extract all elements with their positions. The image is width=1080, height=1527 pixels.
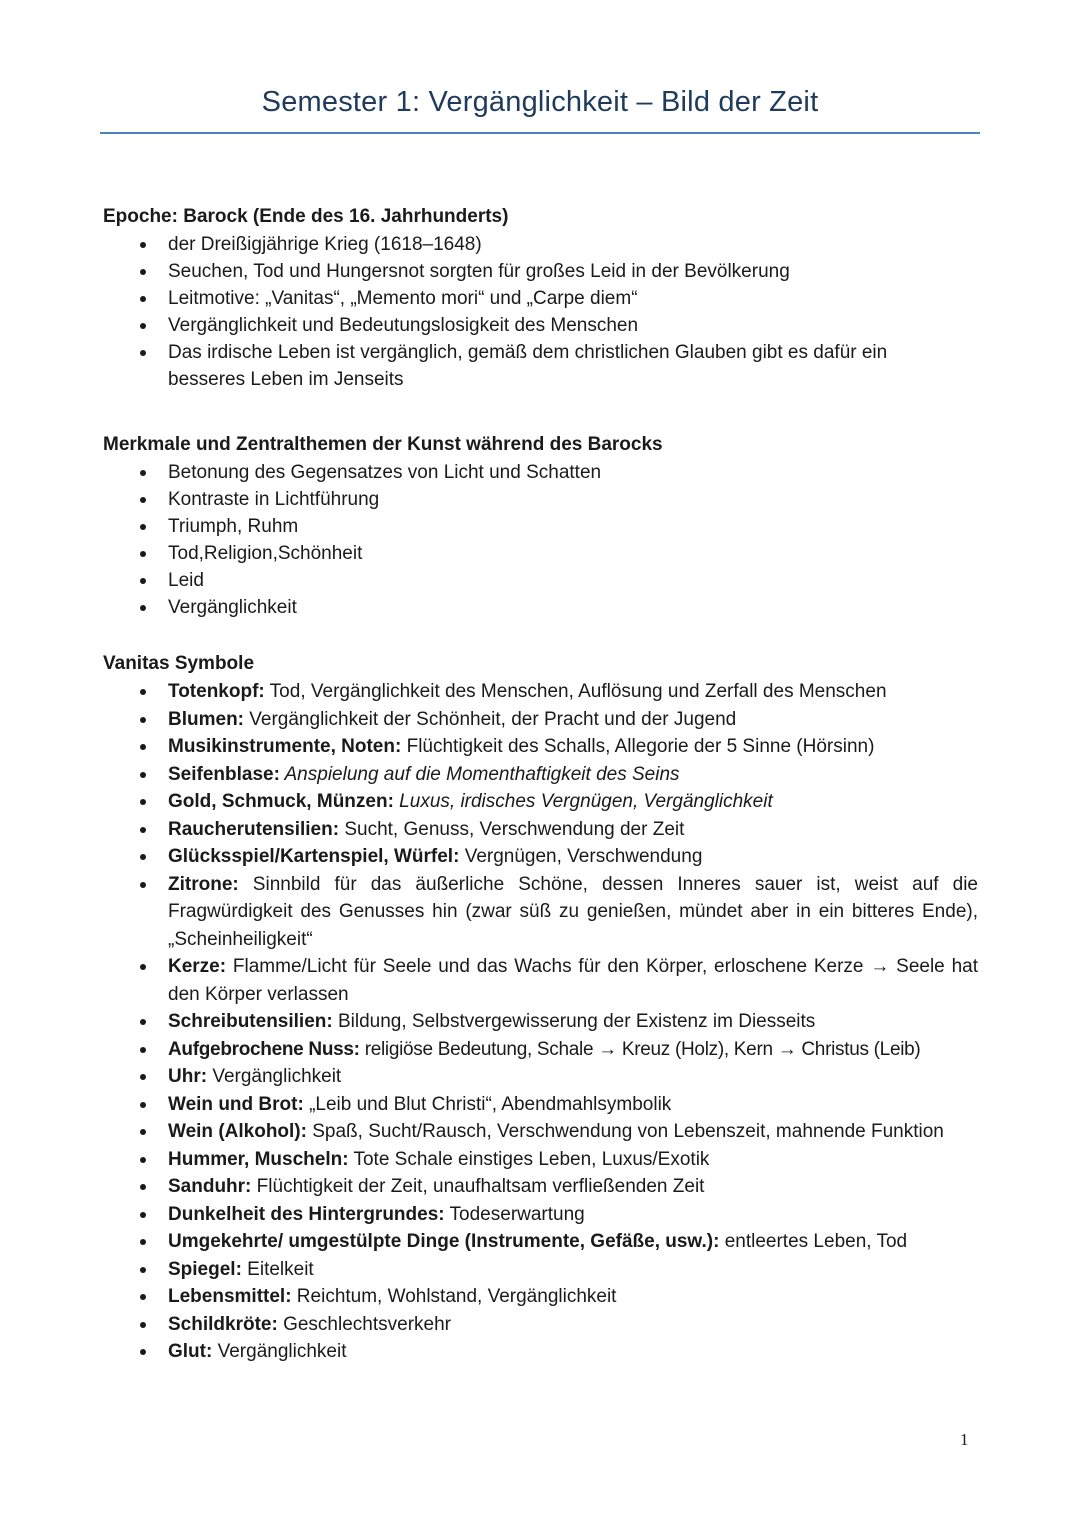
symbol-term: Spiegel: — [168, 1258, 242, 1280]
list-item-text: der Dreißigjährige Krieg (1618–1648) — [168, 234, 482, 255]
symbol-meaning: Sinnbild für das äußerliche Schöne, dessen Inneres sauer ist, weist auf die Fragwürdigkeit des Genusses hin (zwar süß zu genießen, mündet aber in ein bitteres Ende), „Scheinheiligkeit“ — [168, 873, 978, 950]
symbol-meaning: Vergnügen, Verschwendung — [459, 846, 703, 867]
section-vanitas — [103, 650, 985, 1366]
symbol-meaning: Tod, Vergänglichkeit des Menschen, Auflösung und Zerfall des Menschen — [264, 681, 887, 702]
section-heading-vanitas: Vanitas Symbole — [103, 653, 255, 674]
bullet-icon — [140, 827, 146, 833]
symbol-term: Wein und Brot: — [168, 1093, 304, 1115]
bullet-icon — [140, 964, 146, 970]
bullet-icon — [140, 1047, 146, 1053]
list-item-text: Leid — [168, 570, 204, 591]
list-item — [103, 1036, 985, 1064]
symbol-meaning: entleertes Leben, Tod — [719, 1231, 908, 1252]
list-item — [103, 1063, 985, 1091]
list-item — [103, 285, 985, 312]
symbol-term: Schildkröte: — [168, 1313, 278, 1335]
section-heading-merkmale: Merkmale und Zentralthemen der Kunst während des Barocks — [103, 434, 663, 455]
list-item-text: Vergänglichkeit und Bedeutungslosigkeit des Menschen — [168, 315, 639, 336]
list-item — [103, 1146, 985, 1174]
symbol-meaning: Flüchtigkeit des Schalls, Allegorie der 5 Sinne (Hörsinn) — [401, 736, 875, 757]
list-item-text: Tod,Religion,Schönheit — [168, 543, 363, 564]
symbol-term: Schreibutensilien: — [168, 1011, 333, 1032]
bullet-icon — [140, 689, 146, 695]
bullet-icon — [140, 854, 146, 860]
symbol-term: Glut: — [168, 1341, 213, 1362]
bullet-icon — [140, 1184, 146, 1190]
list-item — [103, 513, 985, 540]
symbol-meaning: Anspielung auf die Momenthaftigkeit des Seins — [279, 763, 680, 785]
bullet-icon — [140, 497, 146, 503]
symbol-term: Hummer, Muscheln: — [168, 1148, 349, 1170]
symbol-term: Blumen: — [168, 708, 244, 730]
symbol-term: Glücksspiel/Kartenspiel, Würfel: — [168, 846, 460, 867]
list-item — [103, 843, 985, 871]
symbol-meaning: Reichtum, Wohlstand, Vergänglichkeit — [291, 1286, 617, 1307]
bullet-icon — [140, 772, 146, 778]
list-item — [103, 594, 985, 621]
list-item — [103, 459, 985, 486]
list-item-text: Leitmotive: „Vanitas“, „Memento mori“ und „Carpe diem“ — [168, 288, 638, 309]
bullet-icon — [140, 1267, 146, 1273]
list-item-text: Kontraste in Lichtführung — [168, 489, 380, 510]
symbol-meaning: Bildung, Selbstvergewisserung der Existenz im Diesseits — [332, 1011, 816, 1032]
list-item — [103, 567, 985, 594]
symbol-term: Umgekehrte/ umgestülpte Dinge (Instrumente, Gefäße, usw.): — [168, 1231, 720, 1252]
symbol-meaning: Todeserwartung — [444, 1203, 585, 1225]
list-item-text: Vergänglichkeit — [168, 597, 297, 618]
symbol-term: Dunkelheit des Hintergrundes: — [168, 1203, 445, 1225]
bullet-icon — [140, 1074, 146, 1080]
list-item — [103, 1201, 985, 1229]
bullet-icon — [140, 1294, 146, 1300]
symbol-meaning: Geschlechtsverkehr — [277, 1313, 451, 1335]
bullet-icon — [140, 717, 146, 723]
list-item — [103, 1338, 985, 1366]
title-underline — [100, 132, 980, 134]
list-item-text: Das irdische Leben ist vergänglich, gemäß dem christlichen Glauben gibt es dafür ein besseres Leben im Jenseits — [168, 342, 888, 390]
merkmale-list — [103, 459, 985, 621]
symbol-meaning: Sucht, Genuss, Verschwendung der Zeit — [339, 818, 685, 840]
list-item — [103, 1311, 985, 1339]
list-item — [103, 706, 985, 734]
list-item — [103, 871, 978, 954]
bullet-icon — [140, 799, 146, 805]
bullet-icon — [140, 882, 146, 888]
bullet-icon — [140, 1212, 146, 1218]
list-item — [103, 953, 978, 1008]
list-item — [103, 1283, 985, 1311]
symbol-meaning: Vergänglichkeit — [212, 1341, 347, 1362]
bullet-icon — [140, 1239, 146, 1245]
bullet-icon — [140, 578, 146, 584]
symbol-meaning: Tote Schale einstiges Leben, Luxus/Exotik — [348, 1148, 710, 1170]
symbol-meaning: Spaß, Sucht/Rausch, Verschwendung von Lebenszeit, mahnende Funktion — [306, 1121, 944, 1142]
vanitas-list — [103, 678, 985, 1366]
page-title: Semester 1: Vergänglichkeit – Bild der Zeit — [261, 86, 819, 118]
list-item — [103, 258, 985, 285]
symbol-meaning: religiöse Bedeutung, Schale → Kreuz (Holz), Kern → Christus (Leib) — [359, 1038, 921, 1060]
symbol-meaning: Flüchtigkeit der Zeit, unaufhaltsam verfließenden Zeit — [251, 1176, 705, 1197]
bullet-icon — [140, 605, 146, 611]
symbol-meaning: Vergänglichkeit — [207, 1066, 342, 1087]
list-item — [103, 1091, 985, 1119]
list-item-text: Seuchen, Tod und Hungersnot sorgten für großes Leid in der Bevölkerung — [168, 261, 790, 282]
list-item — [103, 1118, 978, 1146]
symbol-term: Sanduhr: — [168, 1176, 252, 1197]
symbol-term: Kerze: — [168, 956, 227, 977]
symbol-meaning: „Leib und Blut Christi“, Abendmahlsymbolik — [303, 1093, 672, 1115]
list-item — [103, 761, 985, 789]
list-item — [103, 339, 928, 393]
list-item — [103, 1256, 985, 1284]
symbol-meaning: Flamme/Licht für Seele und das Wachs für den Körper, erloschene Kerze → Seele hat den Körper verlassen — [168, 956, 978, 1005]
list-item — [103, 816, 985, 844]
bullet-icon — [140, 1157, 146, 1163]
bullet-icon — [140, 1019, 146, 1025]
bullet-icon — [140, 470, 146, 476]
symbol-term: Musikinstrumente, Noten: — [168, 736, 402, 757]
section-heading-epoch: Epoche: Barock (Ende des 16. Jahrhunderts) — [103, 206, 509, 227]
list-item — [103, 231, 985, 258]
list-item — [103, 678, 985, 706]
list-item — [103, 312, 985, 339]
list-item — [103, 733, 985, 761]
list-item — [103, 1173, 985, 1201]
symbol-meaning: Eitelkeit — [241, 1258, 314, 1280]
bullet-icon — [140, 1129, 146, 1135]
bullet-icon — [140, 350, 146, 356]
bullet-icon — [140, 269, 146, 275]
symbol-meaning: Vergänglichkeit der Schönheit, der Pracht und der Jugend — [244, 708, 737, 730]
bullet-icon — [140, 1349, 146, 1355]
list-item-text: Triumph, Ruhm — [168, 516, 299, 537]
symbol-term: Uhr: — [168, 1066, 208, 1087]
list-item — [103, 486, 985, 513]
symbol-term: Totenkopf: — [168, 681, 265, 702]
list-item-text: Betonung des Gegensatzes von Licht und Schatten — [168, 462, 602, 483]
bullet-icon — [140, 323, 146, 329]
bullet-icon — [140, 1322, 146, 1328]
list-item — [103, 1228, 985, 1256]
symbol-term: Wein (Alkohol): — [168, 1121, 307, 1142]
symbol-term: Gold, Schmuck, Münzen: — [168, 791, 394, 812]
section-merkmale — [103, 431, 985, 621]
bullet-icon — [140, 744, 146, 750]
page-number: 1 — [960, 1430, 969, 1449]
symbol-term: Seifenblase: — [168, 763, 280, 785]
symbol-term: Lebensmittel: — [168, 1286, 292, 1307]
section-epoch — [103, 203, 985, 393]
bullet-icon — [140, 524, 146, 530]
bullet-icon — [140, 551, 146, 557]
bullet-icon — [140, 296, 146, 302]
symbol-meaning: Luxus, irdisches Vergnügen, Vergänglichkeit — [393, 791, 773, 812]
list-item — [103, 788, 985, 816]
bullet-icon — [140, 1102, 146, 1108]
bullet-icon — [140, 242, 146, 248]
list-item — [103, 1008, 985, 1036]
list-item — [103, 540, 985, 567]
symbol-term: Zitrone: — [168, 873, 239, 895]
symbol-term: Aufgebrochene Nuss: — [168, 1038, 360, 1060]
symbol-term: Raucherutensilien: — [168, 818, 340, 840]
epoch-list — [103, 231, 985, 393]
